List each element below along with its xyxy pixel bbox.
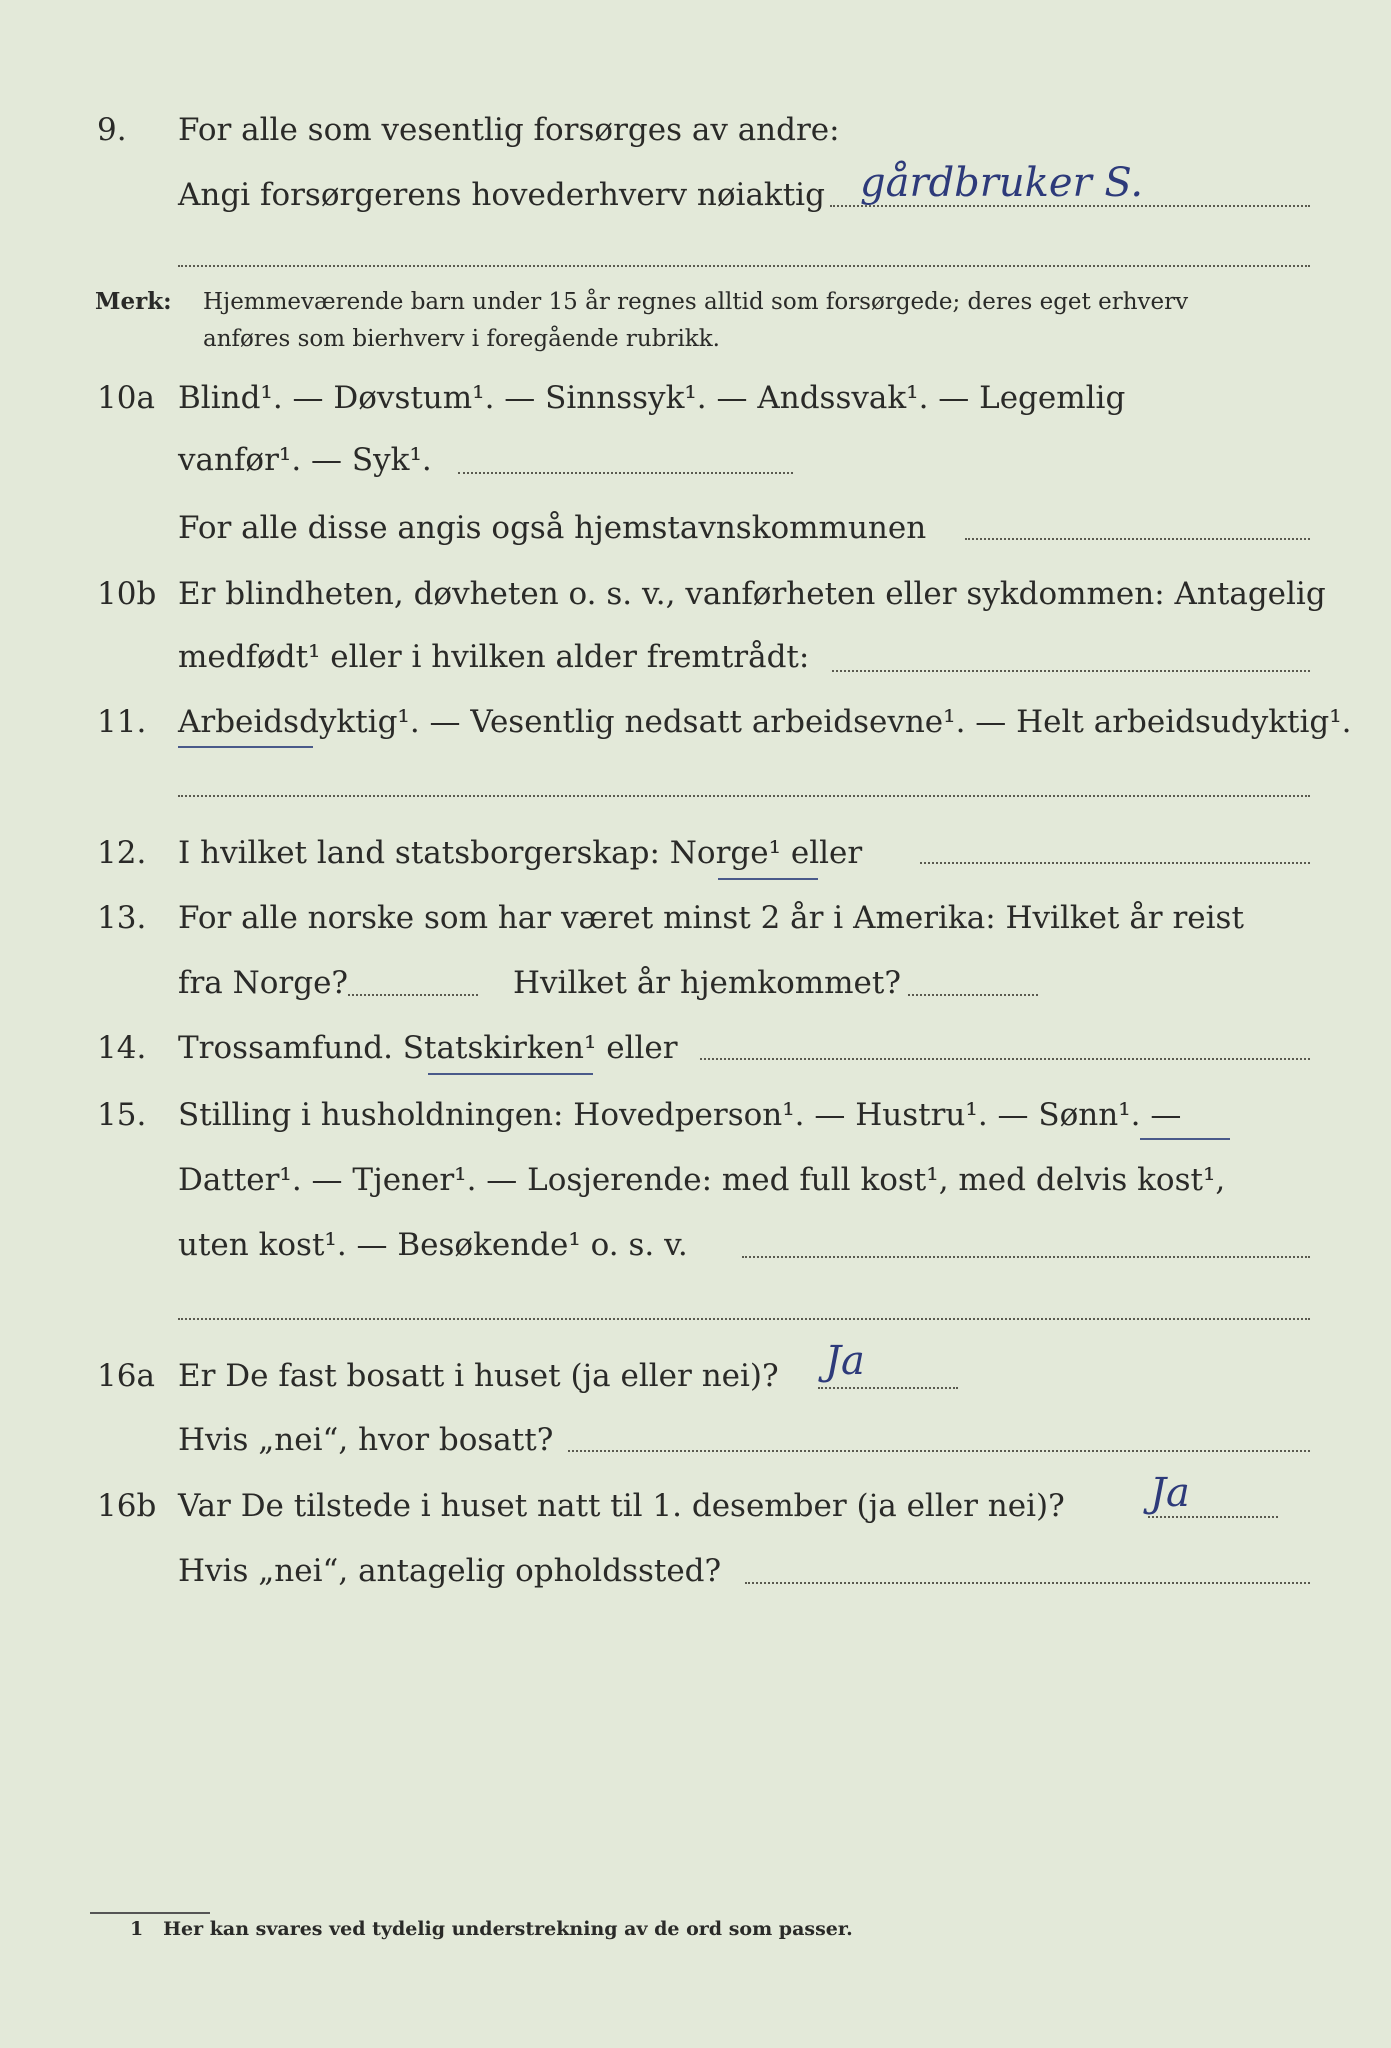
q13-reist-line [348, 994, 478, 996]
q16b-text2: Hvis „nei“, antagelig opholdssted? [178, 1553, 722, 1589]
q16b-opholdssted-line [745, 1582, 1310, 1584]
q12-number: 12. [97, 835, 147, 871]
q10a-syk-line [458, 472, 793, 474]
q11-underline-mark [178, 746, 313, 748]
q14-answer-line [700, 1058, 1310, 1060]
q14-underline-mark [428, 1073, 593, 1075]
q9-text1: For alle som vesentlig forsørges av andre: [178, 112, 840, 148]
q10a-text3: For alle disse angis også hjemstavnskommunen [178, 510, 927, 546]
q11-number: 11. [97, 704, 147, 740]
q16a-answer: Ja [825, 1338, 865, 1384]
q14-text1: Trossamfund. Statskirken¹ eller [178, 1030, 678, 1066]
footnote [130, 1918, 853, 1940]
q16a-bosatt-line [568, 1450, 1310, 1452]
q13-text2a: fra Norge? [178, 965, 349, 1001]
q12-answer-line [920, 862, 1310, 864]
q15-extra-line [178, 1318, 1310, 1320]
q11-extra-line [178, 795, 1310, 797]
q13-number: 13. [97, 900, 147, 936]
q15-text3: uten kost¹. — Besøkende¹ o. s. v. [178, 1227, 688, 1263]
footnote-marker: 1 [130, 1918, 144, 1940]
q10a-number: 10a [97, 380, 155, 416]
q13-hjemkommet-line [908, 994, 1038, 996]
q15-text1: Stilling i husholdningen: Hovedperson¹. — Hustru¹. — Sønn¹. — [178, 1097, 1182, 1133]
q10b-text2: medfødt¹ eller i hvilken alder fremtrådt: [178, 639, 810, 675]
q16a-text1: Er De fast bosatt i huset (ja eller nei)? [178, 1358, 779, 1394]
q10a-text1: Blind¹. — Døvstum¹. — Sinnssyk¹. — Andssvak¹. — Legemlig [178, 380, 1126, 416]
q13-text1: For alle norske som har været minst 2 år i Amerika: Hvilket år reist [178, 900, 1244, 936]
q12-text1: I hvilket land statsborgerskap: Norge¹ eller [178, 835, 863, 871]
footnote-text: Her kan svares ved tydelig understrekning av de ord som passer. [163, 1918, 853, 1940]
merk-text1: Hjemmeværende barn under 15 år regnes alltid som forsørgede; deres eget erhverv [203, 289, 1189, 315]
q15-text2: Datter¹. — Tjener¹. — Losjerende: med full kost¹, med delvis kost¹, [178, 1162, 1226, 1198]
q9-text2: Angi forsørgerens hovederhverv nøiaktig [178, 177, 825, 213]
q16b-answer: Ja [1150, 1470, 1190, 1516]
q10b-text1: Er blindheten, døvheten o. s. v., vanførheten eller sykdommen: Antagelig [178, 576, 1326, 612]
q15-answer-line [742, 1256, 1310, 1258]
merk-label: Merk: [95, 288, 172, 315]
q14-number: 14. [97, 1030, 147, 1066]
q10a-text2: vanfør¹. — Syk¹. [178, 442, 432, 478]
merk-text2: anføres som bierhverv i foregående rubrikk. [203, 326, 720, 352]
q16b-answer-line [1148, 1516, 1278, 1518]
q16b-number: 16b [97, 1488, 157, 1524]
q15-underline-mark [1140, 1138, 1230, 1140]
q9-answer: gårdbruker S. [860, 160, 1144, 206]
q11-text1: Arbeidsdyktig¹. — Vesentlig nedsatt arbeidsevne¹. — Helt arbeidsudyktig¹. [178, 704, 1352, 740]
q13-text2b: Hvilket år hjemkommet? [513, 965, 901, 1001]
q16b-text1: Var De tilstede i huset natt til 1. desember (ja eller nei)? [178, 1488, 1065, 1524]
footnote-rule [90, 1912, 210, 1914]
q16a-number: 16a [97, 1358, 155, 1394]
q16a-text2: Hvis „nei“, hvor bosatt? [178, 1422, 554, 1458]
q10b-number: 10b [97, 576, 157, 612]
q9-number: 9. [97, 112, 127, 148]
q10b-answer-line [832, 670, 1310, 672]
q16a-answer-line [818, 1387, 958, 1389]
q9-extra-line [178, 265, 1310, 267]
q10a-kommune-line [965, 538, 1310, 540]
q12-underline-mark [718, 878, 818, 880]
q15-number: 15. [97, 1097, 147, 1133]
